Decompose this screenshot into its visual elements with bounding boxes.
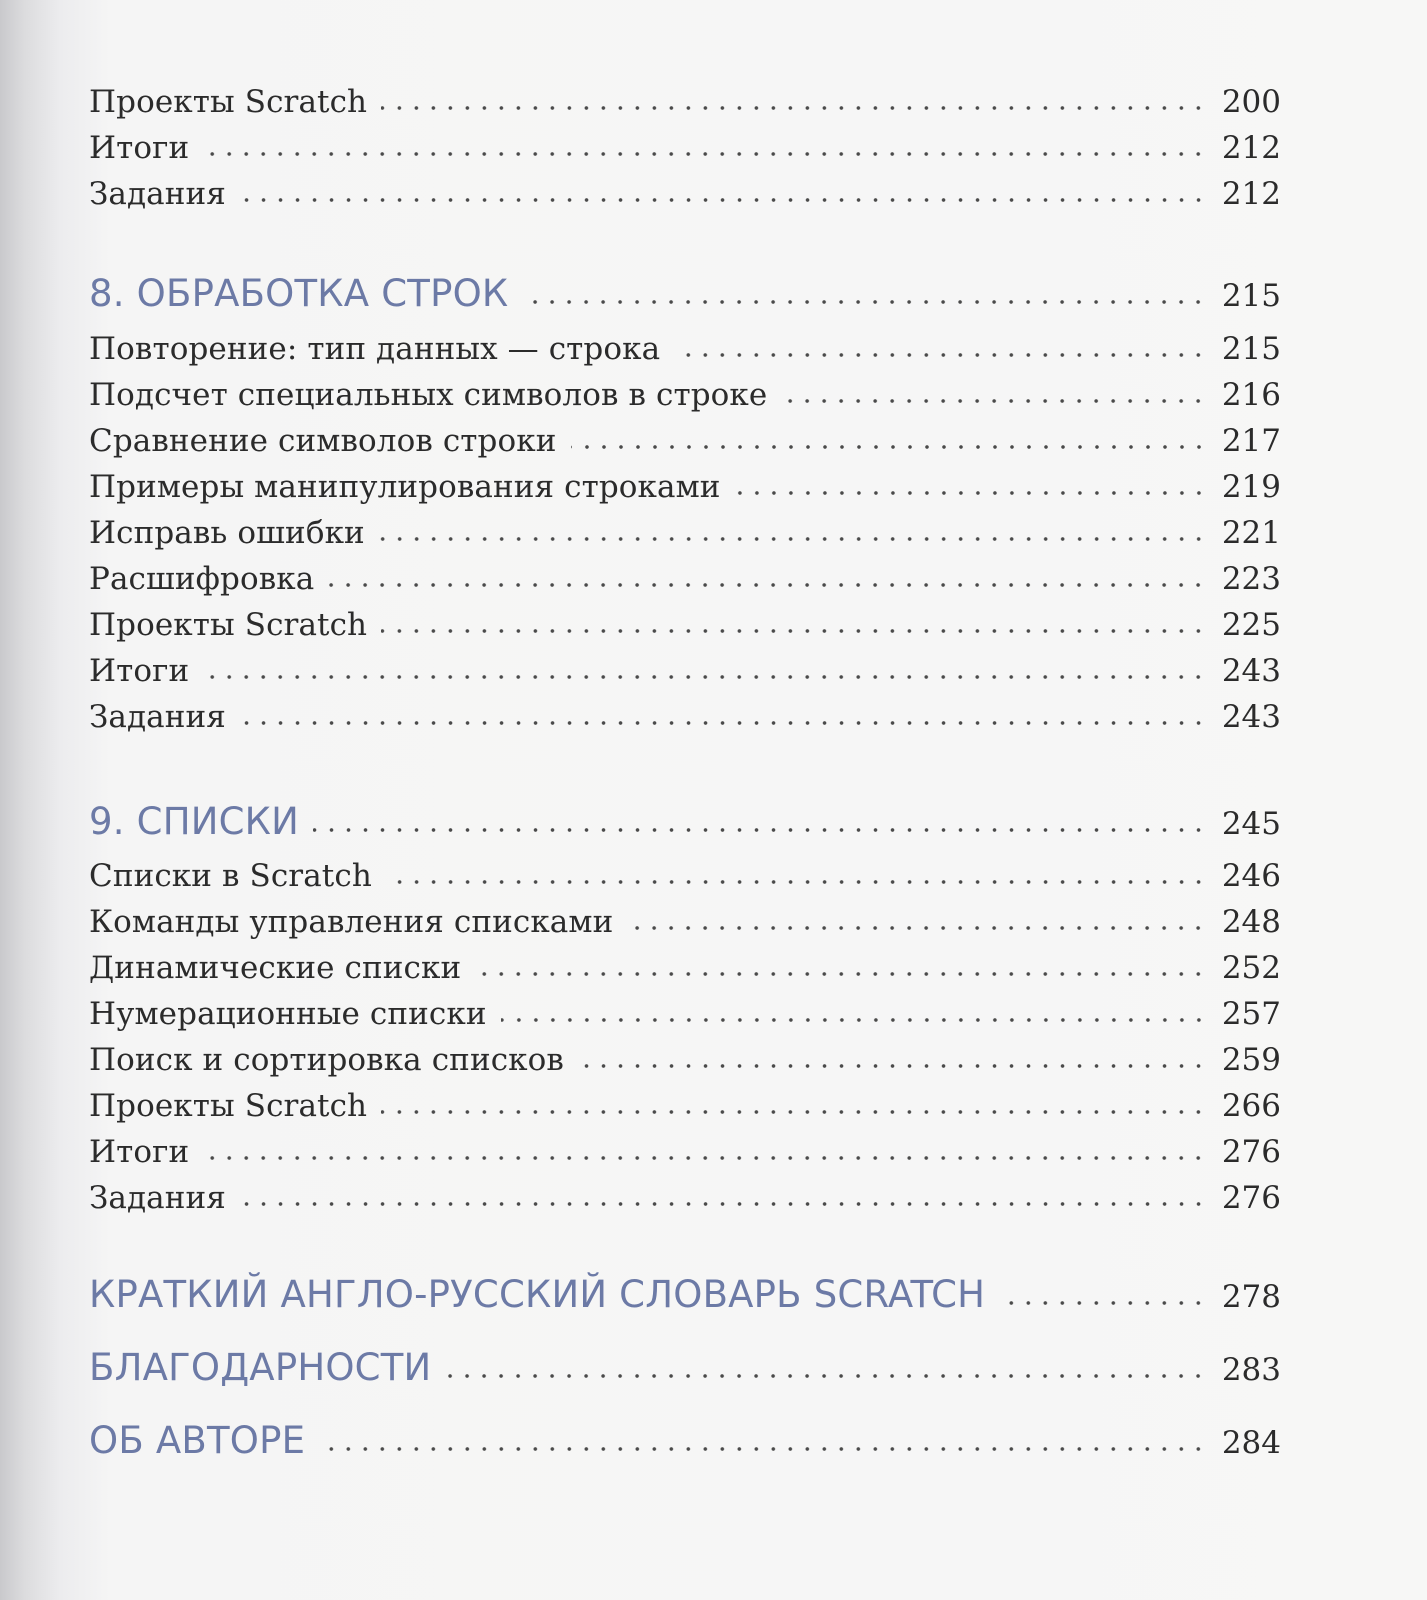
appendix-title: КРАТКИЙ АНГЛО-РУССКИЙ СЛОВАРЬ SCRATCH — [89, 1273, 986, 1316]
toc-chapter-heading — [89, 272, 1281, 315]
toc-entry-page: 200 — [1221, 84, 1281, 120]
toc-entry — [89, 423, 1281, 459]
dot-leader — [522, 300, 1207, 304]
toc-entry — [89, 469, 1281, 505]
appendix-title: ОБ АВТОРЕ — [89, 1419, 306, 1462]
dot-leader — [240, 721, 1207, 725]
toc-entry-page: 216 — [1221, 377, 1281, 413]
toc-entry — [89, 176, 1281, 212]
toc-entry-page: 266 — [1221, 1088, 1281, 1124]
dot-leader — [381, 1110, 1207, 1114]
toc-entry-page: 217 — [1221, 423, 1281, 459]
dot-leader — [475, 972, 1207, 976]
toc-entry-title: Повторение: тип данных — строка — [89, 331, 661, 367]
toc-entry-page: 215 — [1221, 331, 1281, 367]
toc-entry-page: 248 — [1221, 904, 1281, 940]
toc-entry — [89, 653, 1281, 689]
toc-entry-title: Итоги — [89, 1134, 190, 1170]
chapter-page: 245 — [1221, 806, 1281, 842]
dot-leader — [501, 1018, 1207, 1022]
toc-entry-page: 257 — [1221, 996, 1281, 1032]
toc-entry — [89, 331, 1281, 367]
dot-leader — [627, 926, 1207, 930]
toc-entry-title: Проекты Scratch — [89, 1088, 368, 1124]
dot-leader — [999, 1301, 1207, 1305]
dot-leader — [379, 537, 1207, 541]
toc-entry-title: Исправь ошибки — [89, 515, 365, 551]
appendix-page: 278 — [1221, 1279, 1281, 1315]
toc-entry — [89, 950, 1281, 986]
toc-entry — [89, 1180, 1281, 1216]
dot-leader — [203, 152, 1207, 156]
dot-leader — [571, 445, 1208, 449]
toc-entry — [89, 996, 1281, 1032]
toc-appendix-heading — [89, 1273, 1281, 1316]
chapter-title: 8. ОБРАБОТКА СТРОК — [89, 272, 509, 315]
dot-leader — [203, 1156, 1207, 1160]
toc-entry-page: 243 — [1221, 699, 1281, 735]
toc-entry — [89, 84, 1281, 120]
toc-entry — [89, 1042, 1281, 1078]
toc-entry-title: Задания — [89, 176, 226, 212]
toc-entry-page: 221 — [1221, 515, 1281, 551]
toc-entry-title: Нумерационные списки — [89, 996, 487, 1032]
dot-leader — [578, 1064, 1207, 1068]
toc-entry-title: Динамические списки — [89, 950, 462, 986]
dot-leader — [319, 1447, 1207, 1451]
toc-entry-title: Сравнение символов строки — [89, 423, 557, 459]
dot-leader — [240, 198, 1207, 202]
dot-leader — [381, 629, 1207, 633]
toc-entry — [89, 377, 1281, 413]
toc-entry — [89, 130, 1281, 166]
toc-entry-title: Итоги — [89, 653, 190, 689]
toc-entry-title: Итоги — [89, 130, 190, 166]
toc-chapter-heading — [89, 800, 1281, 843]
appendix-title: БЛАГОДАРНОСТИ — [89, 1346, 432, 1389]
toc-entry-title: Задания — [89, 699, 226, 735]
toc-entry-page: 252 — [1221, 950, 1281, 986]
toc-entry-title: Списки в Scratch — [89, 858, 372, 894]
toc-entry-page: 259 — [1221, 1042, 1281, 1078]
toc-entry-page: 212 — [1221, 130, 1281, 166]
toc-entry — [89, 561, 1281, 597]
toc-entry — [89, 1088, 1281, 1124]
toc-entry — [89, 515, 1281, 551]
toc-entry-page: 246 — [1221, 858, 1281, 894]
toc-entry-title: Поиск и сортировка списков — [89, 1042, 564, 1078]
toc-entry-page: 243 — [1221, 653, 1281, 689]
toc-appendix-heading — [89, 1419, 1281, 1462]
toc-entry-page: 276 — [1221, 1180, 1281, 1216]
chapter-page: 215 — [1221, 278, 1281, 314]
toc-entry-page: 223 — [1221, 561, 1281, 597]
toc-entry-title: Задания — [89, 1180, 226, 1216]
dot-leader — [381, 106, 1207, 110]
dot-leader — [445, 1374, 1207, 1378]
dot-leader — [781, 399, 1207, 403]
dot-leader — [328, 583, 1207, 587]
toc-appendix-heading — [89, 1346, 1281, 1389]
toc-entry — [89, 699, 1281, 735]
toc-entry-title: Расшифровка — [89, 561, 315, 597]
dot-leader — [386, 880, 1207, 884]
toc-entry-page: 225 — [1221, 607, 1281, 643]
dot-leader — [313, 828, 1207, 832]
dot-leader — [240, 1202, 1207, 1206]
toc-entry-title: Подсчет специальных символов в строке — [89, 377, 768, 413]
toc-entry-page: 276 — [1221, 1134, 1281, 1170]
appendix-page: 284 — [1221, 1425, 1281, 1461]
toc-entry — [89, 904, 1281, 940]
toc-entry-title: Примеры манипулирования строками — [89, 469, 721, 505]
toc-entry — [89, 607, 1281, 643]
toc-entry-title: Проекты Scratch — [89, 607, 368, 643]
dot-leader — [735, 491, 1207, 495]
toc-entry-page: 219 — [1221, 469, 1281, 505]
toc-entry-title: Проекты Scratch — [89, 84, 368, 120]
toc-entry-page: 212 — [1221, 176, 1281, 212]
appendix-page: 283 — [1221, 1352, 1281, 1388]
toc-entry — [89, 1134, 1281, 1170]
dot-leader — [203, 675, 1207, 679]
chapter-title: 9. СПИСКИ — [89, 800, 299, 843]
toc-entry — [89, 858, 1281, 894]
dot-leader — [674, 353, 1207, 357]
toc-entry-title: Команды управления списками — [89, 904, 614, 940]
